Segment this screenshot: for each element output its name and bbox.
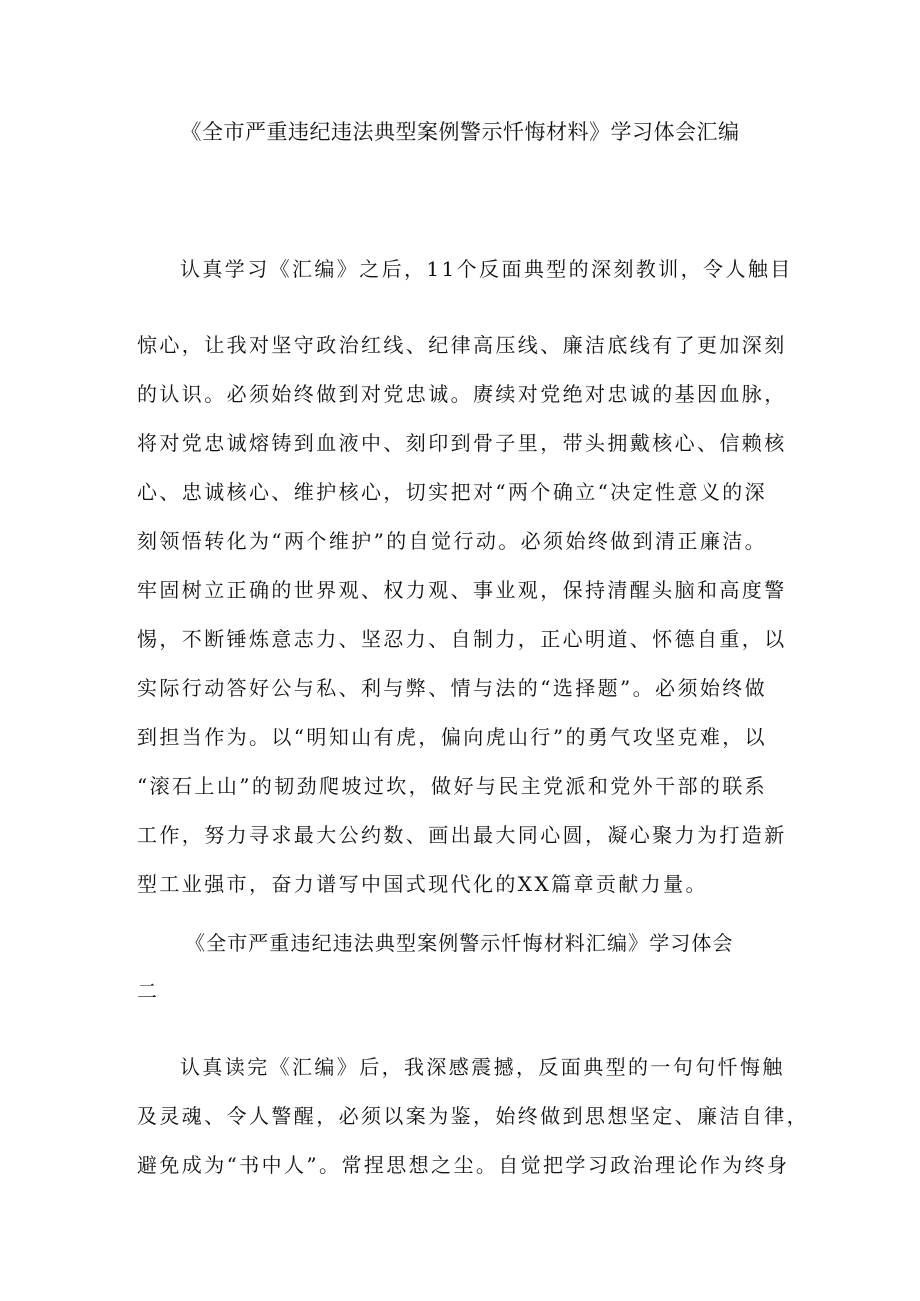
paragraph-line: 心、忠诚核心、维护核心，切实把对“两个确立“决定性意义的深 xyxy=(137,480,768,504)
paragraph-line: 刻领悟转化为“两个维护”的自觉行动。必须始终做到清正廉洁。 xyxy=(137,529,768,553)
subtitle-line: 二 xyxy=(137,979,160,1003)
paragraph-line: 及灵魂、令人警醒，必须以案为鉴，始终做到思想坚定、廉洁自律， xyxy=(137,1104,809,1128)
paragraph-line: 牢固树立正确的世界观、权力观、事业观，保持清醒头脑和高度警 xyxy=(137,578,787,602)
paragraph-line: 将对党忠诚熔铸到血液中、刻印到骨子里，带头拥戴核心、信赖核 xyxy=(137,431,787,455)
paragraph-line: 认真读完《汇编》后，我深感震撼，反面典型的一句句忏悔触 xyxy=(180,1055,785,1079)
paragraph-line: 到担当作为。以“明知山有虎，偏向虎山行”的勇气攻坚克难，以 xyxy=(137,725,768,749)
paragraph-line: 避免成为“书中人”。常捏思想之尘。自觉把学习政治理论作为终身 xyxy=(137,1153,790,1177)
paragraph-line: 工作，努力寻求最大公约数、画出最大同心圆，凝心聚力为打造新 xyxy=(137,823,787,847)
paragraph-line: 型工业强市，奋力谱写中国式现代化的XX篇章贡献力量。 xyxy=(137,872,708,896)
document-title: 《全市严重违纪违法典型案例警示忏悔材料》学习体会汇编 xyxy=(180,120,740,144)
paragraph-line: 惕，不断锤炼意志力、坚忍力、自制力，正心明道、怀德自重，以 xyxy=(137,627,787,651)
paragraph-line: 实际行动答好公与私、利与弊、情与法的“选择题”。必须始终做 xyxy=(137,676,768,700)
paragraph-line: 的认识。必须始终做到对党忠诚。赓续对党绝对忠诚的基因血脉， xyxy=(137,382,787,406)
paragraph-line: “滚石上山”的韧劲爬坡过坎，做好与民主党派和党外干部的联系 xyxy=(137,774,768,798)
paragraph-line: 惊心，让我对坚守政治红线、纪律高压线、廉洁底线有了更加深刻 xyxy=(137,333,787,357)
subtitle-line: 《全市严重违纪违法典型案例警示忏悔材料汇编》学习体会 xyxy=(185,931,734,955)
paragraph-line: 认真学习《汇编》之后，11个反面典型的深刻教训，令人触目 xyxy=(180,257,793,281)
